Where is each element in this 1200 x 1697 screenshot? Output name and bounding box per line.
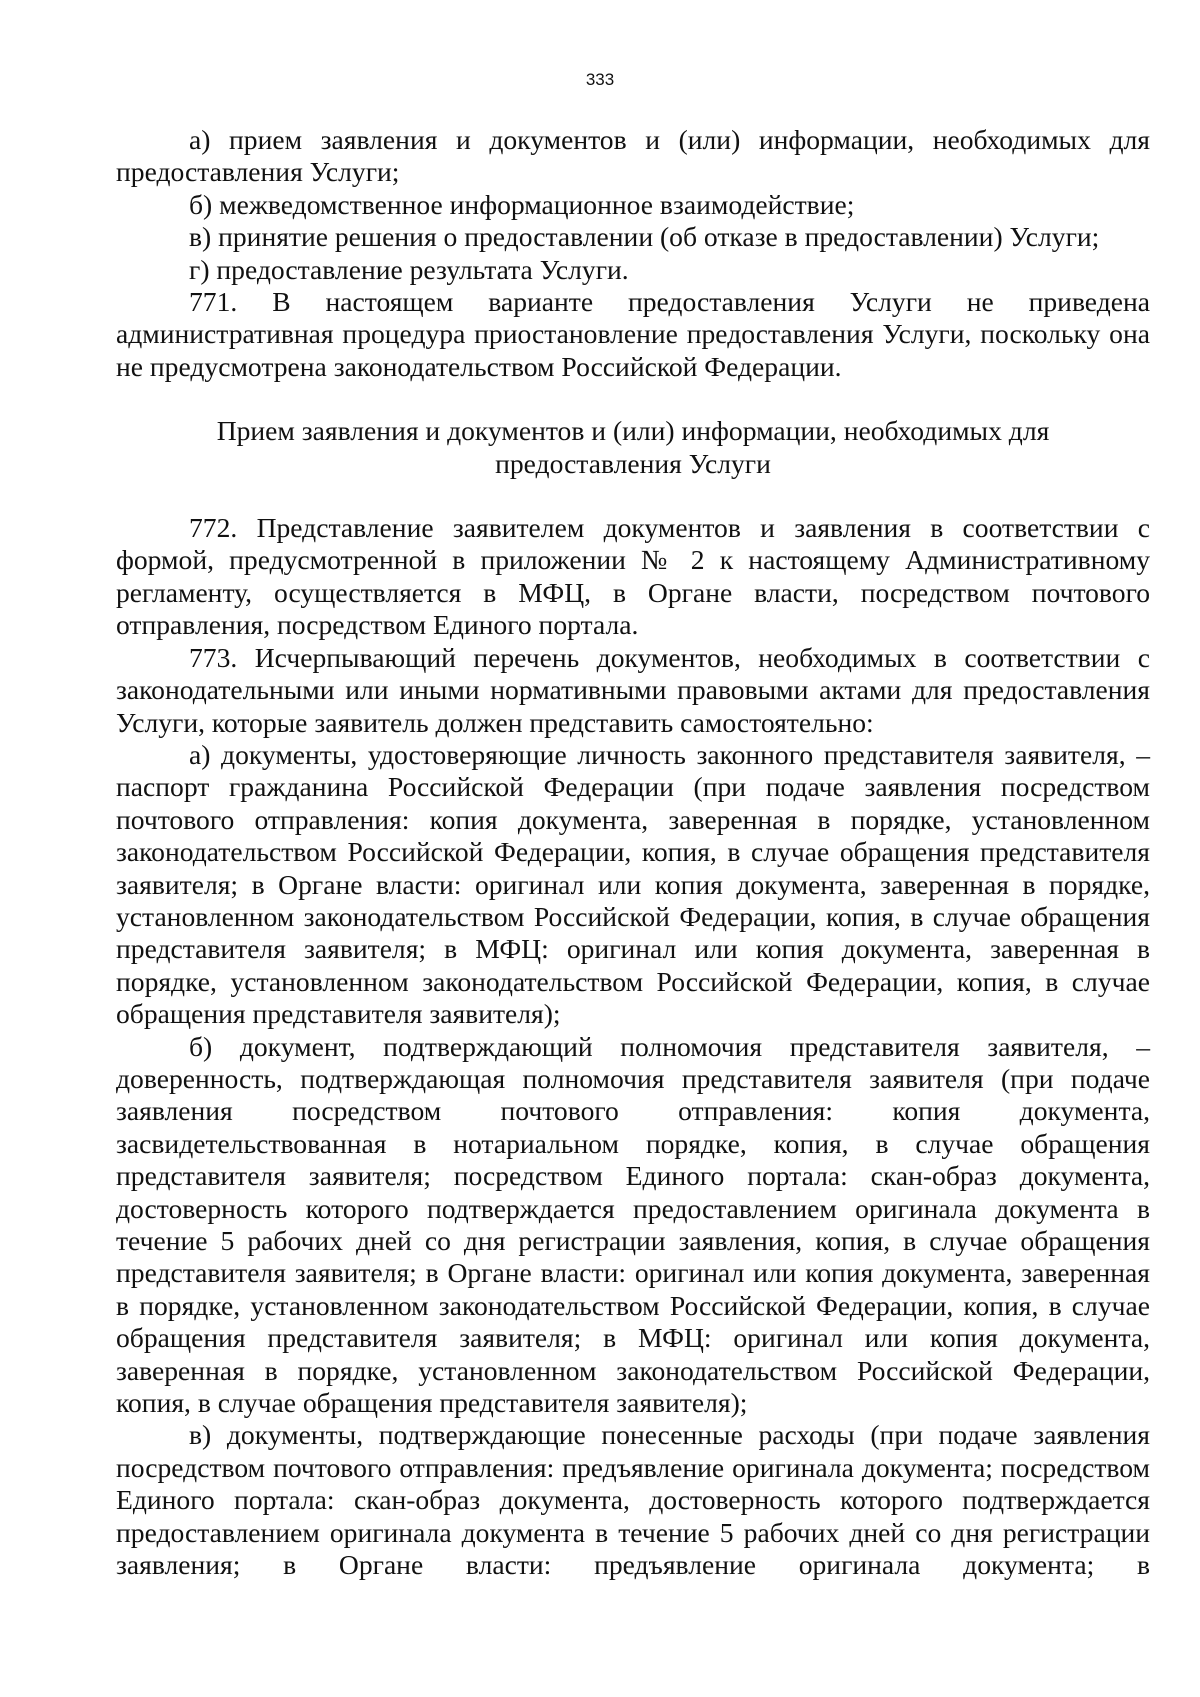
paragraph-771: 771. В настоящем варианте предоставления Услуги не приведена административная процедура приостановление предоставления Услуги, поскольку она не предусмотрена законодательством Российской Федерации. [116,286,1150,382]
page-number: 333 [585,70,615,89]
paragraph-773: 773. Исчерпывающий перечень документов, необходимых в соответствии с законодательными или иными нормативными правовыми актами для предоставления Услуги, которые заявитель должен представить самостоятельно: [116,641,1150,738]
list-item-a-documents: а) документы, удостоверяющие личность законного представителя заявителя, – паспорт гражданина Российской Федерации (при подаче заявления посредством почтового отправления: копия документа, заверенная в порядке, установленном законодательством Российской Федерации, копия, в случае обращения представителя заявителя; в Органе власти: оригинал или копия документа, заверенная в порядке, установленном законодательством Российской Федерации, копия, в случае обращения представителя заявителя; в МФЦ: оригинал или копия документа, заверенная в порядке, установленном законодательством Российской Федерации, копия, в случае обращения представителя заявителя); [116,738,1150,1030]
list-item-g-stage: г) предоставление результата Услуги. [189,253,629,285]
list-item-b-documents: б) документ, подтверждающий полномочия представителя заявителя, – доверенность, подтверждающая полномочия представителя заявителя (при подаче заявления посредством почтового отправления: копия документа, засвидетельствованная в нотариальном порядке, копия, в случае обращения представителя заявителя; посредством Единого портала: скан-образ документа, достоверность которого подтверждается предоставлением оригинала документа в течение 5 рабочих дней со дня регистрации заявления, копия, в случае обращения представителя заявителя; в Органе власти: оригинал или копия документа, заверенная в порядке, установленном законодательством Российской Федерации, копия, в случае обращения представителя заявителя; в МФЦ: оригинал или копия документа, заверенная в порядке, установленном законодательством Российской Федерации, копия, в случае обращения представителя заявителя); [116,1030,1150,1419]
list-item-v-stage: в) принятие решения о предоставлении (об отказе в предоставлении) Услуги; [189,221,1100,253]
list-item-v-documents: в) документы, подтверждающие понесенные расходы (при подаче заявления посредством почтового отправления: предъявление оригинала документа; посредством Единого портала: скан-образ документа, достоверность которого подтверждается предоставлением оригинала документа в течение 5 рабочих дней со дня регистрации заявления; в Органе власти: предъявление оригинала документа; в [116,1419,1150,1581]
section-heading: Прием заявления и документов и (или) информации, необходимых для предоставления Услуги [216,415,1050,479]
list-item-b-stage: б) межведомственное информационное взаимодействие; [189,188,855,220]
document-body [116,124,1150,1581]
list-item-a-stage: а) прием заявления и документов и (или) информации, необходимых для предоставления Услуги; [116,124,1150,188]
paragraph-772: 772. Представление заявителем документов и заявления в соответствии с формой, предусмотренной в приложении № 2 к настоящему Административному регламенту, осуществляется в МФЦ, в Органе власти, посредством почтового отправления, посредством Единого портала. [116,512,1150,641]
